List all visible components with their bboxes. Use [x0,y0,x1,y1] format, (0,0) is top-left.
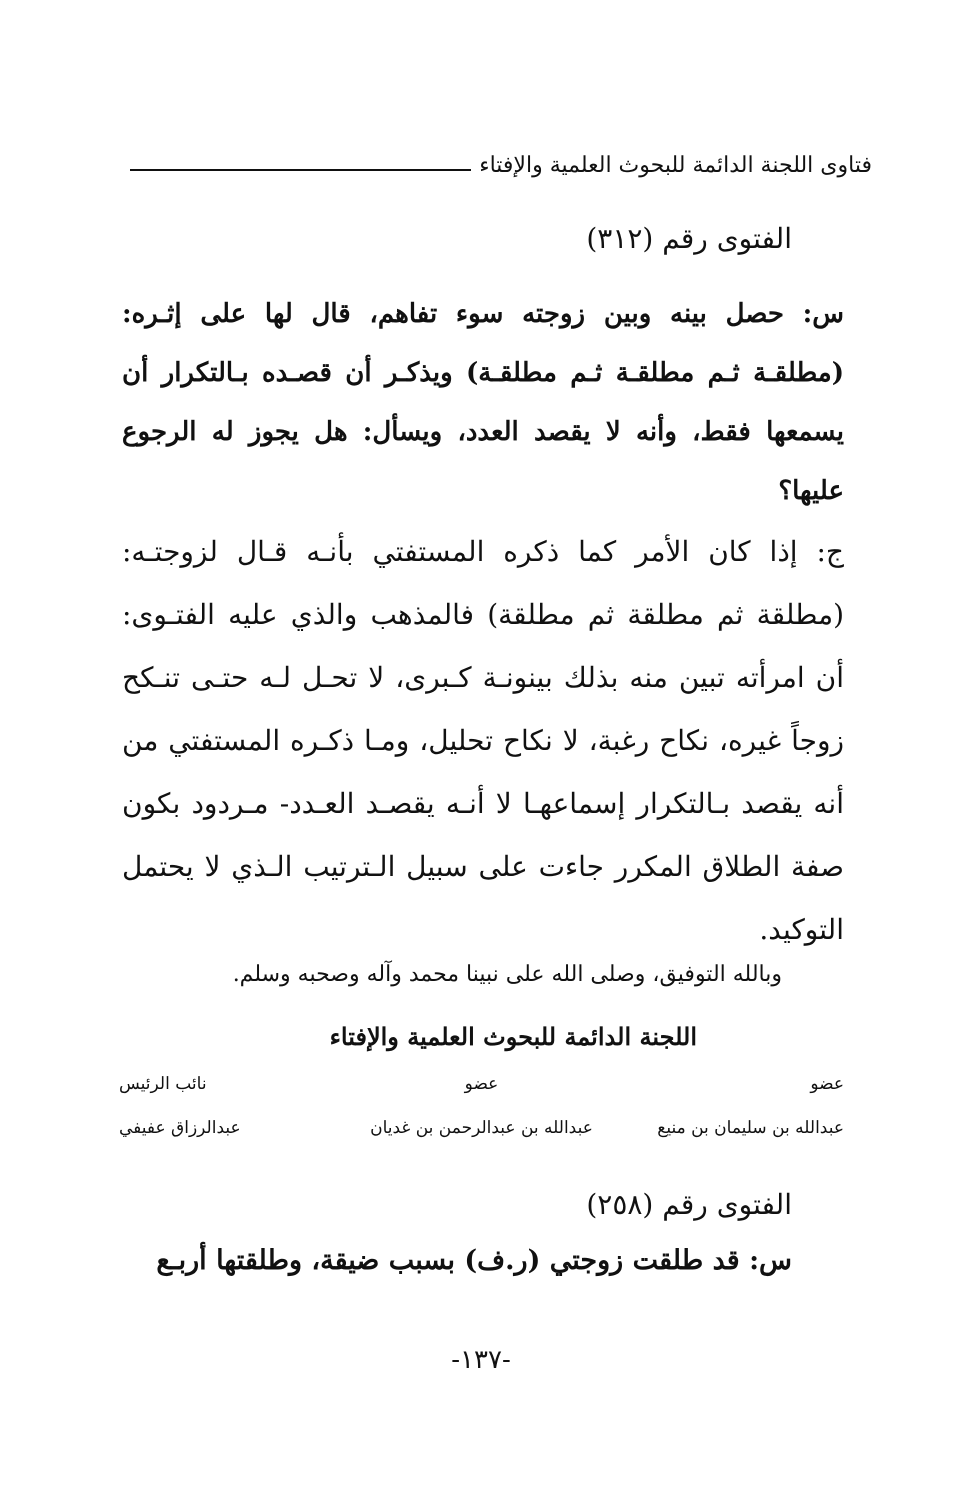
header-rule [130,169,471,171]
signatory-name: عبدالله بن عبدالرحمن بن غديان [370,1118,593,1138]
page-number: -١٣٧- [451,1345,511,1375]
signatory-role: عضو [810,1074,844,1094]
fatwa-answer: ج: إذا كان الأمر كما ذكره المستفتي بأنـه قـال لزوجتـه: (مطلقة ثم مطلقة ثم مطلقة) فالمذهب والذي عليه الفتـوى: أن امرأته تبين منه بذلك بينونـة كـبرى، لا تحـل لـه حتـى تنـكح زوجاً غيره، نكاح رغبة، لا نكاح تحليل، ومـا ذكـره المستفتي من أنه يقصد بـالتكرار إسماعهـا لا أنـه يقصـد العـدد- مـردود بكون صفة الطلاق المكرر جاءت على سبيل الـترتيب الـذي لا يحتمل التوكيد. [122,535,844,946]
signatory-roles [119,1074,844,1094]
fatwa-heading: الفتوى رقم (٣١٢) [586,222,792,255]
fatwa-question: س: قد طلقت زوجتي (ر.ف) بسبب ضيقة، وطلقتها أربـع [156,1245,792,1276]
running-header [130,145,872,185]
fatwa-heading: الفتوى رقم (٢٥٨) [586,1188,792,1221]
signatory-name: عبدالرزاق عفيفي [119,1118,241,1138]
signatory-names [119,1118,844,1138]
signatory-role: عضو [464,1074,499,1094]
fatwa-question: س: حصل بينه وبين زوجته سوء تفاهم، قال لها على إثـره: (مطلقـة ثـم مطلقـة ثـم مطلقـة) ويذكـر أن قصـده بـالتكرار أن يسمعها فقط، وأنه لا يقصد العدد، ويسأل: هل يجوز له الرجوع عليها؟ [122,299,844,506]
signatory-name: عبدالله بن سليمان بن منيع [657,1118,844,1138]
closing-prayer: وبالله التوفيق، وصلى الله على نبينا محمد وآله وصحبه وسلم. [232,962,782,987]
book-title: فتاوى اللجنة الدائمة للبحوث العلمية والإفتاء [479,152,872,178]
signatory-role: نائب الرئيس [119,1074,207,1094]
committee-name: اللجنة الدائمة للبحوث العلمية والإفتاء [329,1022,697,1051]
